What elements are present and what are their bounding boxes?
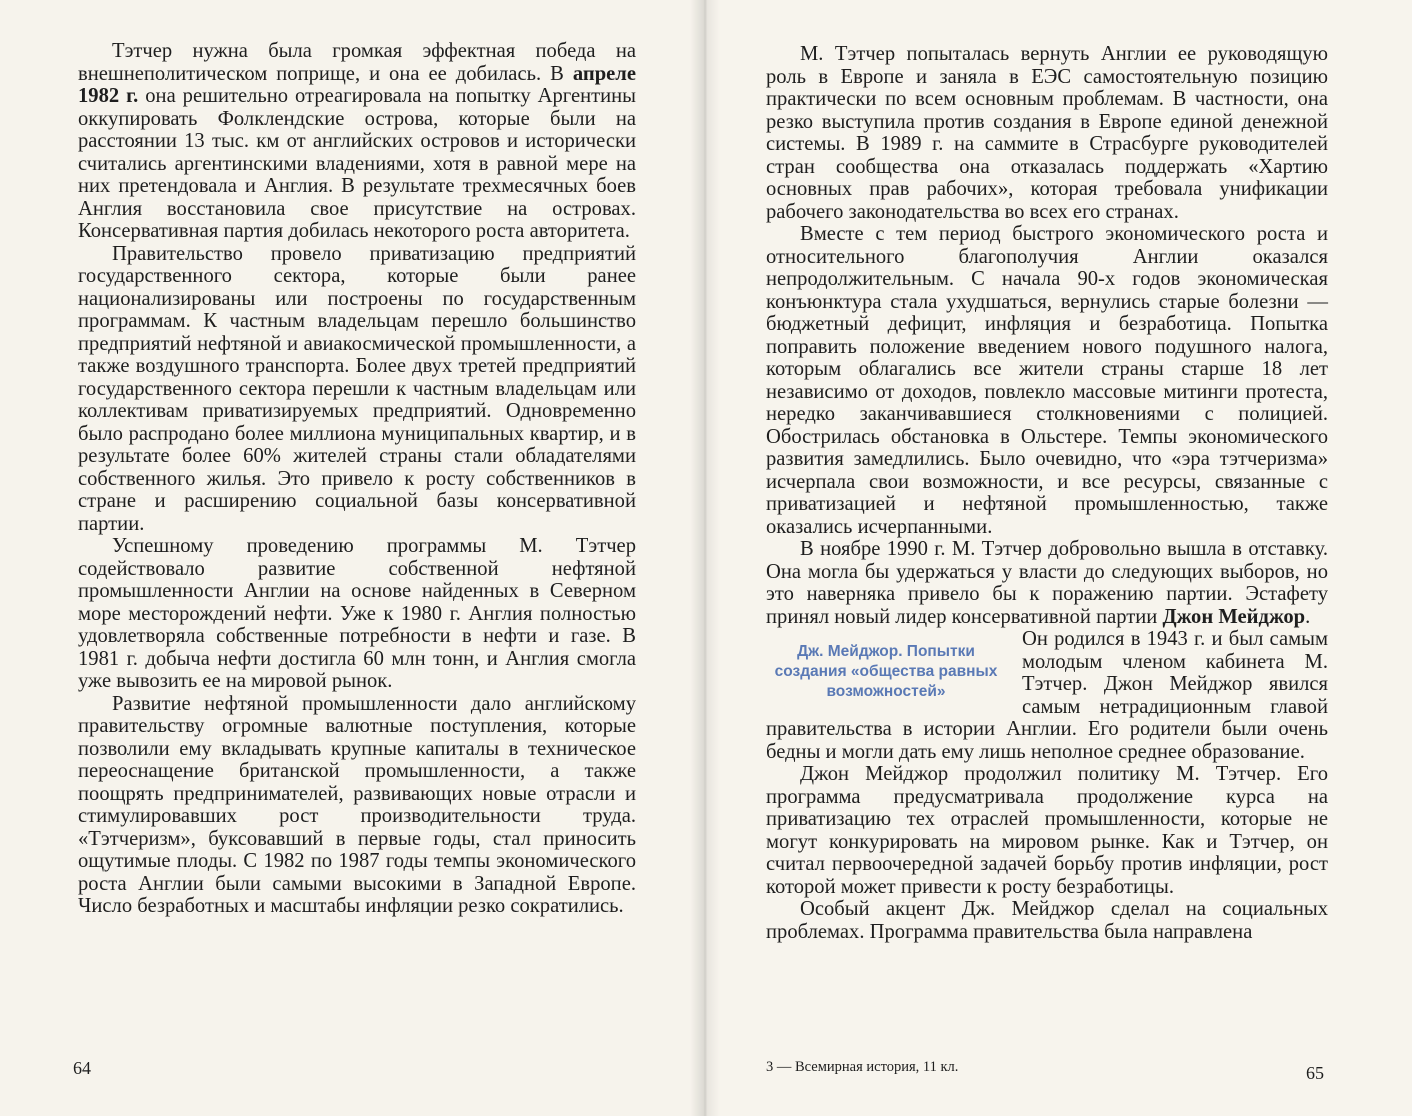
paragraph: Он родился в 1943 г. и был самым молодым членом кабинета М. Тэтчер. Джон Мейджор явился самым нетрадиционным главой правительства в истории Англии. Его родители были очень бедны и могли дать ему лишь неполное среднее образование. bbox=[766, 628, 1328, 763]
section-heading: Дж. Мейджор. Попытки создания «общества равных возможностей» bbox=[774, 643, 998, 700]
page-number-right: 65 bbox=[1306, 1063, 1324, 1083]
paragraph: Тэтчер нужна была громкая эффектная победа на внешнеполитическом поприще, и она ее добилась. В апреле 1982 г. она решительно отреагировала на попытку Аргентины оккупировать Фолклендские острова, которые были на расстоянии 13 тыс. км от английских островов и исторически считались аргентинскими владениями, хотя в равной мере на них претендовала и Англия. В результате трехмесячных боев Англия восстановила свое присутствие на островах. Консервативная партия добилась некоторого роста авторитета. bbox=[78, 40, 636, 242]
bold-date: апреле 1982 г. bbox=[78, 62, 636, 107]
paragraph: Джон Мейджор продолжил политику М. Тэтчер. Его программа предусматривала продолжение курса на приватизацию тех отраслей промышленности, которые не могут конкурировать на мировом рынке. Как и Тэтчер, он считал первоочередной задачей борьбу против инфляции, рост которой может привести к росту безработицы. bbox=[766, 763, 1328, 898]
right-page-body bbox=[766, 43, 1328, 943]
paragraph: В ноябре 1990 г. М. Тэтчер добровольно вышла в отставку. Она могла бы удержаться у власти до следующих выборов, но это наверняка привело бы к поражению партии. Эстафету принял новый лидер консервативной партии Джон Мейджор. bbox=[766, 538, 1328, 628]
left-page bbox=[0, 0, 704, 1116]
section-with-sidebar bbox=[766, 628, 1328, 763]
paragraph: Правительство провело приватизацию предприятий государственного сектора, которые были ранее национализированы или построены по государственным программам. К частным владельцам перешло большинство предприятий нефтяной и авиакосмической промышленности, а также воздушного транспорта. Более двух третей предприятий государственного сектора перешли к частным владельцам или коллективам приватизируемых предприятий. Одновременно было распродано более миллиона муниципальных квартир, и в результате более 60% жителей страны стали обладателями собственного жилья. Это привело к росту собственников в стране и расширению социальной базы консервативной партии. bbox=[78, 242, 636, 535]
paragraph: Вместе с тем период быстрого экономического роста и относительного благополучия Англии оказался непродолжительным. С начала 90-х годов экономическая конъюнктура стала ухудшаться, вернулись старые болезни — бюджетный дефицит, инфляция и безработица. Попытка поправить положение введением нового подушного налога, которым облагались все жители страны старше 18 лет независимо от доходов, повлекло массовые митинги протеста, нередко заканчивавшиеся столкновениями с полицией. Обострилась обстановка в Ольстере. Темпы экономического развития замедлились. Было очевидно, что «эра тэтчеризма» исчерпала свои возможности, и все ресурсы, связанные с приватизацией и нефтяной промышленностью, также оказались исчерпанными. bbox=[766, 223, 1328, 538]
signature-note: 3 — Всемирная история, 11 кл. bbox=[766, 1059, 959, 1075]
paragraph: Успешному проведению программы М. Тэтчер содействовало развитие собственной нефтяной промышленности Англии на основе найденных в Северном море месторождений нефти. Уже к 1980 г. Англия полностью удовлетворяла собственные потребности в нефти и газе. В 1981 г. добыча нефти достигла 60 млн тонн, и Англия смогла уже вывозить ее на мировой рынок. bbox=[78, 535, 636, 692]
page-number-left: 64 bbox=[73, 1058, 91, 1078]
paragraph: Особый акцент Дж. Мейджор сделал на социальных проблемах. Программа правительства была направлена bbox=[766, 898, 1328, 943]
paragraph: М. Тэтчер попыталась вернуть Англии ее руководящую роль в Европе и заняла в ЕЭС самостоятельную позицию практически по всем основным проблемам. В частности, она резко выступила против создания в Европе единой денежной системы. В 1989 г. на саммите в Страсбурге руководителей стран сообщества она отказалась поддержать «Хартию основных прав рабочих», которая требовала унификации рабочего законодательства во всех его странах. bbox=[766, 43, 1328, 223]
book-gutter-shadow bbox=[690, 0, 720, 1116]
paragraph: Развитие нефтяной промышленности дало английскому правительству огромные валютные поступления, которые позволили ему вкладывать крупные капиталы в техническое переоснащение британской промышленности, а также поощрять предпринимателей, развивающих новые отрасли и стимулировавших рост производительности труда. «Тэтчеризм», буксовавший в первые годы, стал приносить ощутимые плоды. С 1982 по 1987 годы темпы экономического роста Англии были самыми высокими в Западной Европе. Число безработных и масштабы инфляции резко сократились. bbox=[78, 692, 636, 917]
left-page-body bbox=[78, 40, 636, 918]
right-page bbox=[704, 0, 1412, 1116]
bold-name: Джон Мейджор bbox=[1162, 605, 1306, 628]
